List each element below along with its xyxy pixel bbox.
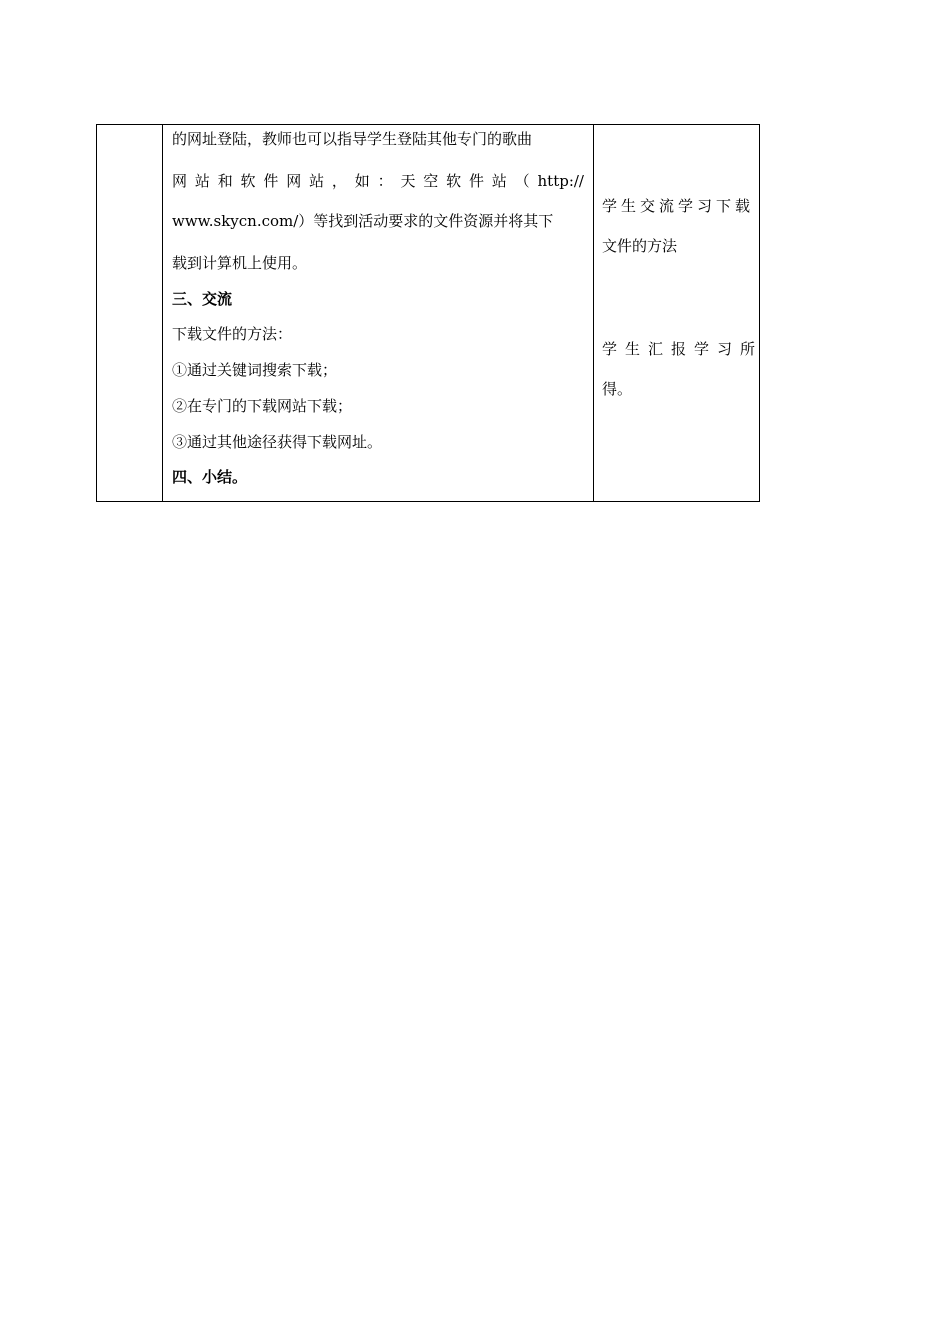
content-line-segment: 天 — [400, 172, 416, 190]
methods-intro: 下载文件的方法： — [172, 325, 293, 343]
content-line-segment: 空 — [423, 172, 439, 190]
content-line-segment: 软 — [446, 172, 462, 190]
content-line-segment: http:// — [537, 172, 584, 190]
content-line-segment: 站 — [309, 172, 325, 190]
content-line-segment: 网 — [286, 172, 302, 190]
content-line-segment: 如 — [354, 172, 370, 190]
method-item: ②在专门的下载网站下载； — [172, 397, 353, 415]
table-cell-teaching-content — [163, 125, 594, 501]
content-line-segment: ， — [331, 172, 347, 190]
student-note: 得。 — [602, 380, 633, 398]
content-line: 载到计算机上使用。 — [172, 254, 308, 272]
content-line-segment: （ — [514, 172, 530, 190]
content-line-segment: 软 — [240, 172, 256, 190]
content-line-segment: 网 — [172, 172, 188, 190]
content-line: 的网址登陆，教师也可以指导学生登陆其他专门的歌曲 — [172, 130, 533, 148]
content-line-segment: 站 — [194, 172, 210, 190]
lesson-table — [96, 124, 764, 502]
content-line: www.skycn.com/）等找到活动要求的文件资源并将其下 — [172, 212, 554, 230]
content-line-segment: 件 — [468, 172, 484, 190]
student-note: 文件的方法 — [602, 237, 678, 255]
method-item: ①通过关键词搜索下载； — [172, 361, 338, 379]
table-cell-student-activity — [594, 125, 764, 501]
table-cell-stage — [97, 125, 163, 501]
student-note: 学生汇报学习所 — [602, 340, 764, 358]
content-line-segment: 和 — [217, 172, 233, 190]
section-heading-summary: 四、小结。 — [172, 468, 248, 486]
content-line-segment: 件 — [263, 172, 279, 190]
method-item: ③通过其他途径获得下载网址。 — [172, 433, 383, 451]
content-line — [172, 171, 584, 191]
student-note: 学生交流学习下载 — [602, 197, 755, 215]
section-heading-exchange: 三、交流 — [172, 290, 233, 308]
content-line-segment: 站 — [491, 172, 507, 190]
content-line-segment: ： — [377, 172, 393, 190]
